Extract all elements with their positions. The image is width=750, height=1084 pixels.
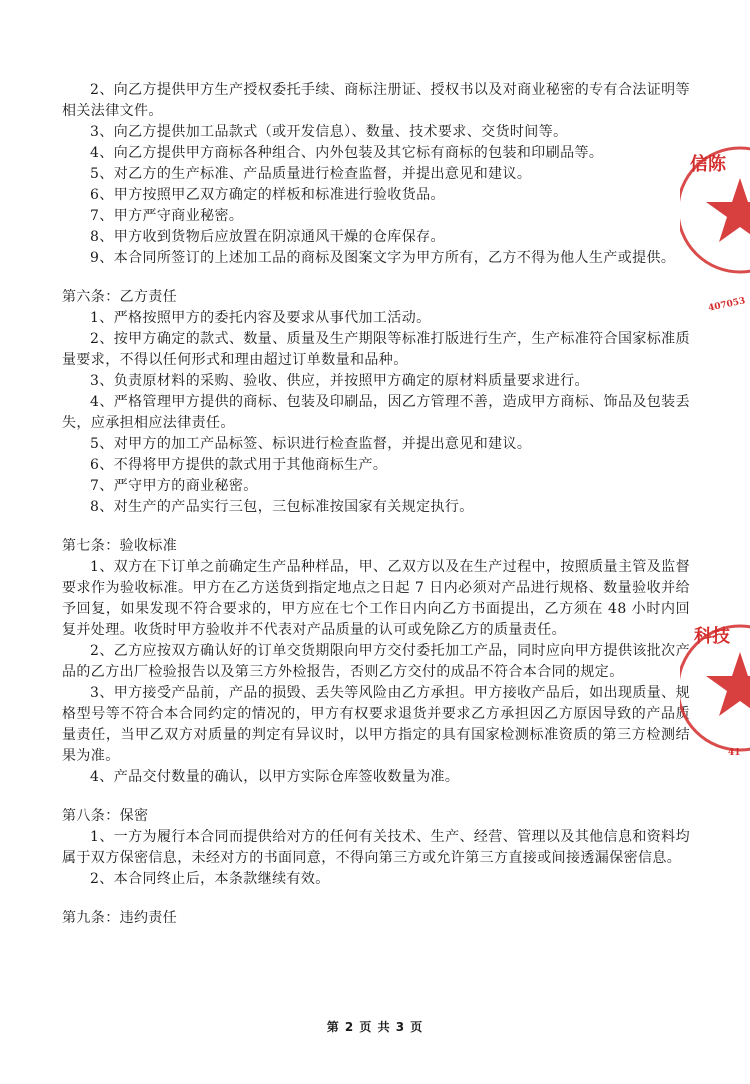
section-5-items [62, 80, 690, 269]
section-6-item-4: 4、严格管理甲方提供的商标、包装及印刷品，因乙方管理不善，造成甲方商标、饰品及包装丢失，应承担相应法律责任。 [62, 394, 690, 431]
section-8-item-2: 2、本合同终止后，本条款继续有效。 [90, 871, 330, 887]
section-6-item-3: 3、负责原材料的采购、验收、供应，并按照甲方确定的原材料质量要求进行。 [90, 373, 589, 389]
page-number-footer: 第 2 页 共 3 页 [326, 1020, 424, 1034]
section-5-item-9: 9、本合同所签订的上述加工品的商标及图案文字为甲方所有，乙方不得为他人生产或提供。 [90, 250, 676, 266]
seal-bottom-code: 41 [728, 748, 741, 758]
section-9 [62, 908, 690, 929]
section-9-title: 第九条：违约责任 [62, 910, 178, 926]
section-6-item-6: 6、不得将甲方提供的款式用于其他商标生产。 [90, 457, 388, 473]
company-seal-top [680, 130, 750, 314]
company-seal-bottom [680, 608, 750, 758]
section-7-item-1: 1、双方在下订单之前确定生产品种样品，甲、乙双方以及在生产过程中，按照质量主管及监督要求作为验收标准。甲方在乙方送货到指定地点之日起 7 日内必须对产品进行规格、数量验收并给予回复，如果发现不符合要求的，甲方应在七个工作日内向乙方书面提出，乙方须在 48 小时内回复并处理。收货时甲方验收并不代表对产品质量的认可或免除乙方的质量责任。 [62, 559, 690, 638]
section-5-item-8: 8、甲方收到货物后应放置在阴凉通风干燥的仓库保存。 [90, 229, 445, 245]
section-6-item-1: 1、严格按照甲方的委托内容及要求从事代加工活动。 [90, 310, 431, 326]
section-7-item-3: 3、甲方接受产品前，产品的损毁、丢失等风险由乙方承担。甲方接收产品后，如出现质量、规格型号等不符合本合同约定的情况的，甲方有权要求退货并要求乙方承担因乙方原因导致的产品质量责任，当甲乙双方对质量的判定有异议时，以甲方指定的具有国家检测标准资质的第三方检测结果为准。 [62, 685, 690, 764]
section-6-item-8: 8、对生产的产品实行三包，三包标准按国家有关规定执行。 [90, 499, 474, 515]
seal-bottom-text: 科技 [694, 626, 730, 647]
section-5-item-6: 6、甲方按照甲乙双方确定的样板和标准进行验收货品。 [90, 187, 445, 203]
section-5-item-7: 7、甲方严守商业秘密。 [90, 208, 244, 224]
section-5-item-4: 4、向乙方提供甲方商标各种组合、内外包装及其它标有商标的包装和印刷品等。 [90, 145, 604, 161]
section-7-item-2: 2、乙方应按双方确认好的订单交货期限向甲方交付委托加工产品，同时应向甲方提供该批次产品的乙方出厂检验报告以及第三方外检报告，否则乙方交付的成品不符合本合同的规定。 [62, 643, 690, 680]
section-7-title: 第七条：验收标准 [62, 538, 178, 554]
section-6 [62, 287, 690, 518]
seal-top-text: 信陈 [690, 154, 726, 175]
section-5-item-5: 5、对乙方的生产标准、产品质量进行检查监督，并提出意见和建议。 [90, 166, 532, 182]
section-8 [62, 806, 690, 890]
section-7 [62, 536, 690, 788]
section-7-item-4: 4、产品交付数量的确认，以甲方实际仓库签收数量为准。 [90, 769, 460, 785]
section-5-item-3: 3、向乙方提供加工品款式（或开发信息）、数量、技术要求、交货时间等。 [90, 124, 568, 140]
section-8-title: 第八条：保密 [62, 808, 149, 824]
section-6-item-5: 5、对甲方的加工产品标签、标识进行检查监督，并提出意见和建议。 [90, 436, 532, 452]
section-6-title: 第六条：乙方责任 [62, 289, 178, 305]
seal-top-code: 407053 [707, 296, 747, 314]
contract-page-body [62, 80, 690, 929]
section-5-item-2: 2、向乙方提供甲方生产授权委托手续、商标注册证、授权书以及对商业秘密的专有合法证明等相关法律文件。 [62, 82, 690, 119]
section-8-item-1: 1、一方为履行本合同而提供给对方的任何有关技术、生产、经营、管理以及其他信息和资料均属于双方保密信息，未经对方的书面同意，不得向第三方或允许第三方直接或间接透漏保密信息。 [62, 829, 690, 866]
section-6-item-7: 7、严守甲方的商业秘密。 [90, 478, 258, 494]
section-6-item-2: 2、按甲方确定的款式、数量、质量及生产期限等标准打版进行生产，生产标准符合国家标准质量要求，不得以任何形式和理由超过订单数量和品种。 [62, 331, 690, 368]
